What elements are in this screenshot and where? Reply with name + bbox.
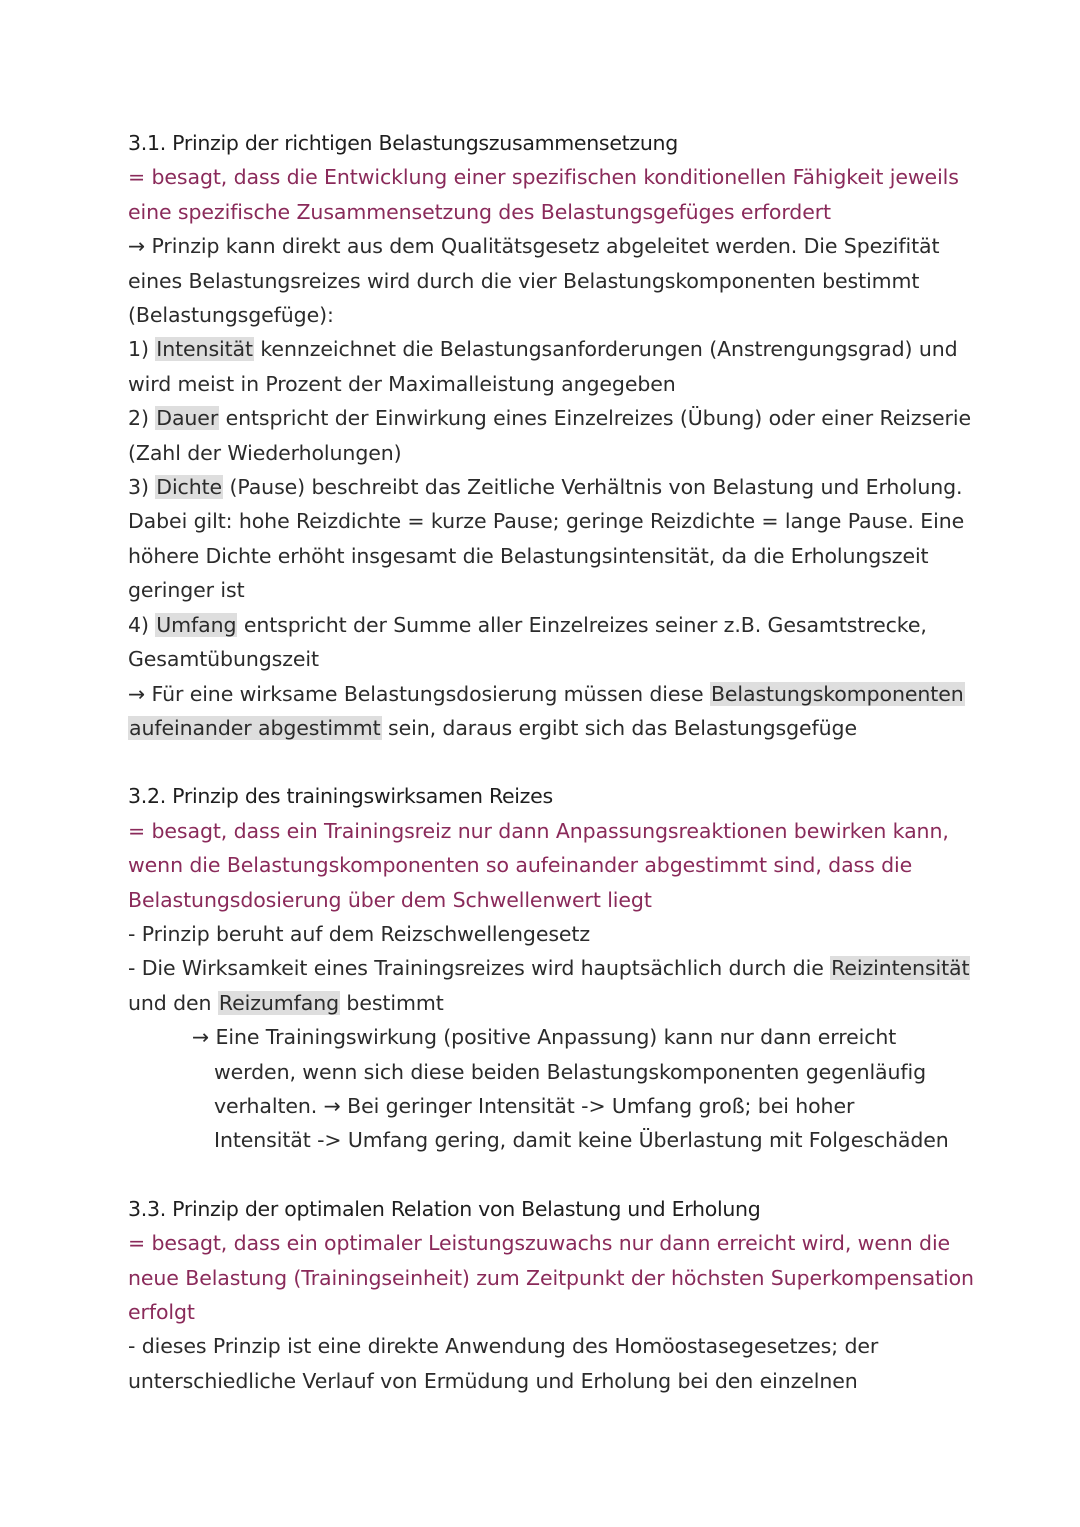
list-number: 4) bbox=[128, 612, 156, 637]
highlighted-term: Reizumfang bbox=[218, 990, 339, 1015]
body-line: (Zahl der Wiederholungen) bbox=[128, 440, 402, 465]
list-item-intensitaet bbox=[128, 332, 958, 366]
bullet-line bbox=[128, 986, 952, 1020]
section-heading: 3.1. Prinzip der richtigen Belastungszusammensetzung bbox=[128, 131, 678, 155]
list-number: 2) bbox=[128, 406, 156, 431]
bullet-text: - Die Wirksamkeit eines Trainingsreizes wird hauptsächlich durch die bbox=[128, 956, 831, 981]
body-line: geringer ist bbox=[128, 578, 245, 603]
list-item-umfang bbox=[128, 608, 952, 642]
body-line: höhere Dichte erhöht insgesamt die Belastungsintensität, da die Erholungszeit bbox=[128, 543, 929, 568]
definition-line: = besagt, dass die Entwicklung einer spezifischen konditionellen Fähigkeit jeweils bbox=[128, 165, 959, 190]
definition-line: eine spezifische Zusammensetzung des Belastungsgefüges erfordert bbox=[128, 199, 831, 224]
bullet-line bbox=[128, 951, 970, 985]
body-line: Dabei gilt: hohe Reizdichte = kurze Pause; geringe Reizdichte = lange Pause. Eine bbox=[128, 509, 965, 534]
highlighted-term: Belastungskomponenten bbox=[710, 681, 964, 706]
list-text: kennzeichnet die Belastungsanforderungen (Anstrengungsgrad) und bbox=[253, 337, 958, 362]
definition-line: erfolgt bbox=[128, 1300, 195, 1324]
conclusion-line bbox=[128, 677, 964, 711]
body-line: → Prinzip kann direkt aus dem Qualitätsgesetz abgeleitet werden. Die Spezifität bbox=[128, 234, 940, 259]
list-item-dauer bbox=[128, 401, 971, 435]
definition-line: neue Belastung (Trainingseinheit) zum Zeitpunkt der höchsten Superkompensation bbox=[128, 1265, 974, 1290]
list-text: entspricht der Einwirkung eines Einzelreizes (Übung) oder einer Reizserie bbox=[219, 406, 971, 431]
section-heading: 3.2. Prinzip des trainingswirksamen Reizes bbox=[128, 784, 553, 809]
definition-line: = besagt, dass ein optimaler Leistungszuwachs nur dann erreicht wird, wenn die bbox=[128, 1231, 951, 1256]
body-line: Gesamtübungszeit bbox=[128, 647, 319, 672]
list-text: entspricht der Summe aller Einzelreizes seiner z.B. Gesamtstrecke, bbox=[237, 612, 927, 637]
arrow-line: verhalten. → Bei geringer Intensität -> Umfang groß; bei hoher bbox=[214, 1093, 855, 1118]
highlighted-term: Umfang bbox=[156, 612, 237, 637]
bullet-line: unterschiedliche Verlauf von Ermüdung und Erholung bei den einzelnen bbox=[128, 1368, 858, 1393]
bullet-text: und den bbox=[128, 990, 218, 1015]
highlighted-term: Reizintensität bbox=[831, 956, 970, 981]
arrow-line: → Eine Trainingswirkung (positive Anpassung) kann nur dann erreicht bbox=[192, 1025, 897, 1050]
arrow-line: werden, wenn sich diese beiden Belastungskomponenten gegenläufig bbox=[214, 1059, 927, 1084]
body-line: wird meist in Prozent der Maximalleistung angegeben bbox=[128, 371, 676, 396]
section-heading: 3.3. Prinzip der optimalen Relation von Belastung und Erholung bbox=[128, 1196, 761, 1221]
body-line: eines Belastungsreizes wird durch die vier Belastungskomponenten bestimmt bbox=[128, 268, 920, 293]
section-3-2 bbox=[128, 779, 970, 1157]
bullet-line: - Prinzip beruht auf dem Reizschwellengesetz bbox=[128, 921, 591, 946]
section-3-3 bbox=[128, 1192, 974, 1398]
bullet-line: - dieses Prinzip ist eine direkte Anwendung des Homöostasegesetzes; der bbox=[128, 1334, 879, 1359]
conclusion-text: sein, daraus ergibt sich das Belastungsgefüge bbox=[381, 715, 857, 740]
list-text: (Pause) beschreibt das Zeitliche Verhältnis von Belastung und Erholung. bbox=[223, 475, 963, 500]
list-item-dichte bbox=[128, 470, 963, 504]
highlighted-term: aufeinander abgestimmt bbox=[129, 715, 381, 740]
section-3-1 bbox=[128, 126, 971, 745]
bullet-text: bestimmt bbox=[340, 990, 444, 1015]
definition-line: = besagt, dass ein Trainingsreiz nur dann Anpassungsreaktionen bewirken kann, bbox=[128, 818, 949, 843]
body-line: (Belastungsgefüge): bbox=[128, 303, 334, 328]
list-number: 3) bbox=[128, 475, 156, 500]
list-number: 1) bbox=[128, 337, 156, 362]
definition-line: Belastungsdosierung über dem Schwellenwert liegt bbox=[128, 887, 652, 912]
highlighted-term: Intensität bbox=[156, 337, 253, 362]
highlighted-term: Dauer bbox=[156, 406, 219, 431]
conclusion-line bbox=[128, 711, 952, 745]
highlighted-term: Dichte bbox=[156, 475, 223, 500]
arrow-line: Intensität -> Umfang gering, damit keine Überlastung mit Folgeschäden bbox=[214, 1128, 949, 1153]
definition-line: wenn die Belastungskomponenten so aufeinander abgestimmt sind, dass die bbox=[128, 853, 913, 878]
conclusion-text: → Für eine wirksame Belastungsdosierung müssen diese bbox=[128, 681, 710, 706]
